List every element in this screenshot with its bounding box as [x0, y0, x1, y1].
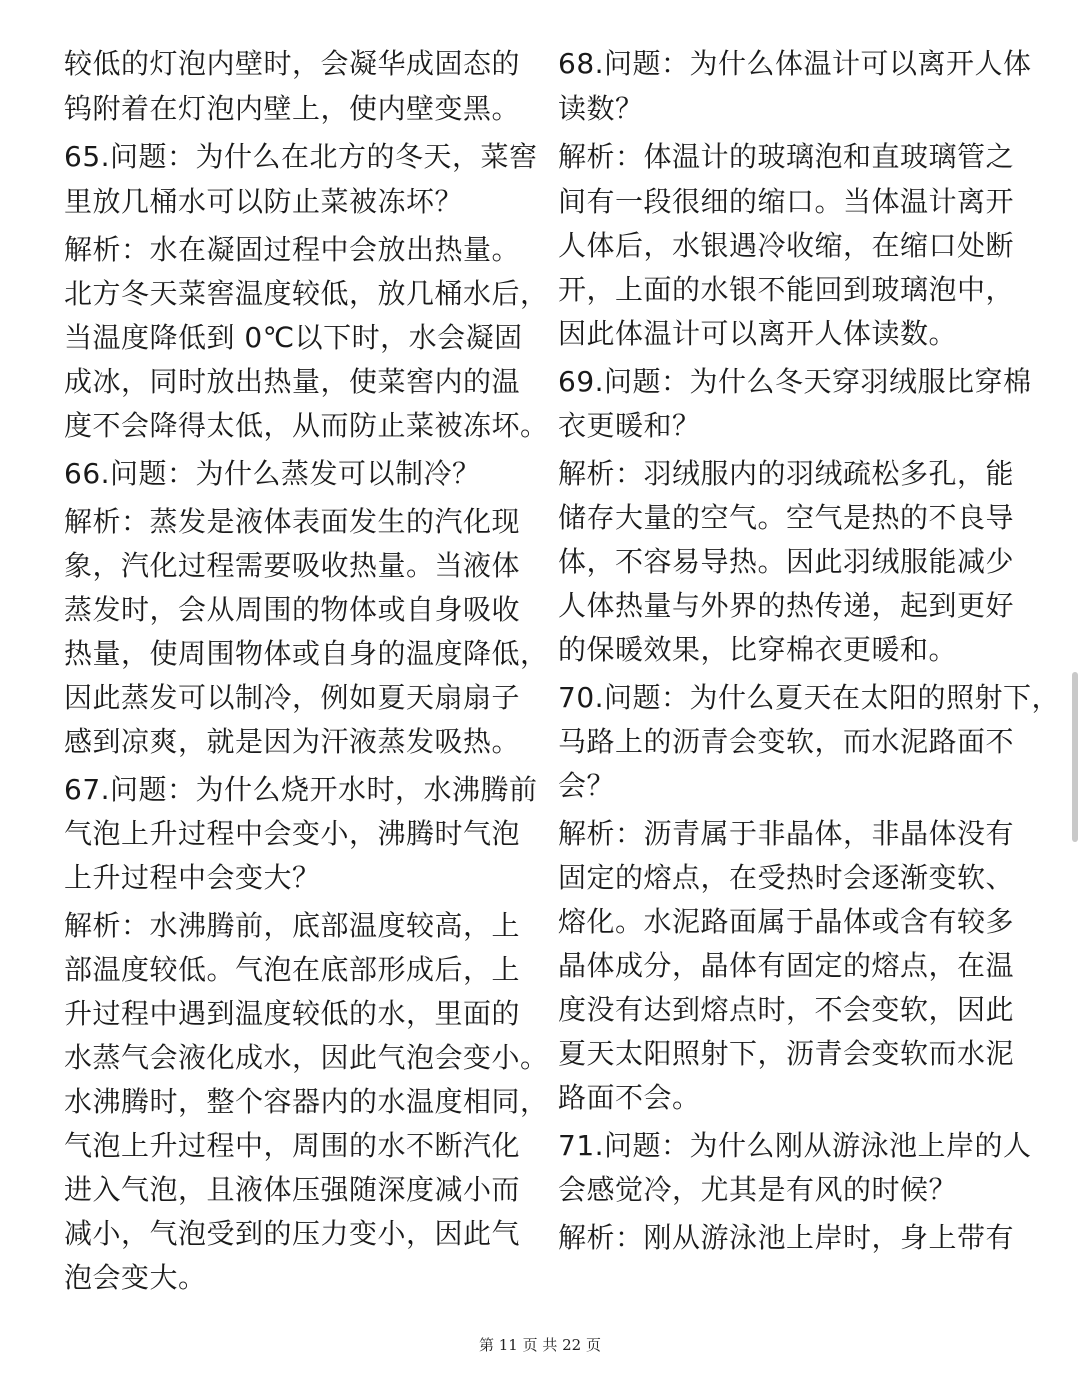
text-line: 固定的熔点，在受热时会逐渐变软、: [558, 861, 1015, 894]
text-line: 里放几桶水可以防止菜被冻坏？: [64, 185, 464, 218]
text-line: 开，上面的水银不能回到玻璃泡中，: [558, 273, 1015, 306]
text-line: 解析：羽绒服内的羽绒疏松多孔，能: [558, 457, 1015, 490]
text-line: 泡会变大。: [64, 1261, 207, 1294]
text-line: 65.问题：为什么在北方的冬天，菜窖: [64, 140, 538, 173]
text-line: 象，汽化过程需要吸收热量。当液体: [64, 549, 521, 582]
text-line: 较低的灯泡内壁时，会凝华成固态的: [64, 47, 521, 80]
text-line: 的保暖效果，比穿棉衣更暖和。: [558, 633, 958, 666]
text-line: 储存大量的空气。空气是热的不良导: [558, 501, 1015, 534]
text-line: 熔化。水泥路面属于晶体或含有较多: [558, 905, 1015, 938]
text-line: 气泡上升过程中会变小，沸腾时气泡: [64, 817, 521, 850]
text-line: 67.问题：为什么烧开水时，水沸腾前: [64, 773, 538, 806]
text-line: 度不会降得太低，从而防止菜被冻坏。: [64, 409, 549, 442]
text-line: 夏天太阳照射下，沥青会变软而水泥: [558, 1037, 1015, 1070]
text-line: 路面不会。: [558, 1081, 701, 1114]
text-line: 间有一段很细的缩口。当体温计离开: [558, 185, 1015, 218]
text-line: 马路上的沥青会变软，而水泥路面不: [558, 725, 1015, 758]
text-line: 进入气泡，且液体压强随深度减小而: [64, 1173, 521, 1206]
text-line: 部温度较低。气泡在底部形成后，上: [64, 953, 521, 986]
text-line: 晶体成分，晶体有固定的熔点，在温: [558, 949, 1015, 982]
text-line: 解析：水在凝固过程中会放出热量。: [64, 233, 521, 266]
text-line: 升过程中遇到温度较低的水，里面的: [64, 997, 521, 1030]
text-line: 因此体温计可以离开人体读数。: [558, 317, 958, 350]
text-line: 热量，使周围物体或自身的温度降低，: [64, 637, 549, 670]
text-line: 成冰，同时放出热量，使菜窖内的温: [64, 365, 521, 398]
text-line: 度没有达到熔点时，不会变软，因此: [558, 993, 1015, 1026]
text-line: 70.问题：为什么夏天在太阳的照射下，: [558, 681, 1061, 714]
text-line: 当温度降低到 0℃以下时，水会凝固: [64, 321, 523, 354]
text-line: 衣更暖和？: [558, 409, 701, 442]
text-line: 会？: [558, 769, 616, 802]
text-line: 解析：蒸发是液体表面发生的汽化现: [64, 505, 521, 538]
text-line: 68.问题：为什么体温计可以离开人体: [558, 47, 1032, 80]
text-line: 人体后，水银遇冷收缩，在缩口处断: [558, 229, 1015, 262]
text-line: 水沸腾时，整个容器内的水温度相同，: [64, 1085, 549, 1118]
text-line: 减小，气泡受到的压力变小，因此气: [64, 1217, 521, 1250]
text-line: 会感觉冷，尤其是有风的时候？: [558, 1173, 958, 1206]
text-line: 读数？: [558, 92, 644, 125]
page-number-footer: 第 11 页 共 22 页: [478, 1336, 601, 1354]
text-line: 69.问题：为什么冬天穿羽绒服比穿棉: [558, 365, 1032, 398]
text-line: 蒸发时，会从周围的物体或自身吸收: [64, 593, 521, 626]
text-line: 71.问题：为什么刚从游泳池上岸的人: [558, 1129, 1032, 1162]
text-line: 体，不容易导热。因此羽绒服能减少: [558, 545, 1015, 578]
text-line: 解析：水沸腾前，底部温度较高，上: [64, 909, 521, 942]
text-line: 因此蒸发可以制冷，例如夏天扇扇子: [64, 681, 521, 714]
text-line: 解析：沥青属于非晶体，非晶体没有: [558, 817, 1015, 850]
text-line: 水蒸气会液化成水，因此气泡会变小。: [64, 1041, 549, 1074]
text-line: 气泡上升过程中，周围的水不断汽化: [64, 1129, 521, 1162]
text-line: 人体热量与外界的热传递，起到更好: [558, 589, 1015, 622]
text-line: 钨附着在灯泡内壁上，使内壁变黑。: [64, 92, 521, 125]
text-line: 解析：体温计的玻璃泡和直玻璃管之: [558, 140, 1015, 173]
vertical-scrollbar[interactable]: [1072, 672, 1078, 842]
text-line: 感到凉爽，就是因为汗液蒸发吸热。: [64, 725, 521, 758]
text-line: 北方冬天菜窖温度较低，放几桶水后，: [64, 277, 549, 310]
text-line: 66.问题：为什么蒸发可以制冷？: [64, 457, 481, 490]
text-line: 上升过程中会变大？: [64, 861, 321, 894]
text-line: 解析：刚从游泳池上岸时，身上带有: [558, 1221, 1015, 1254]
